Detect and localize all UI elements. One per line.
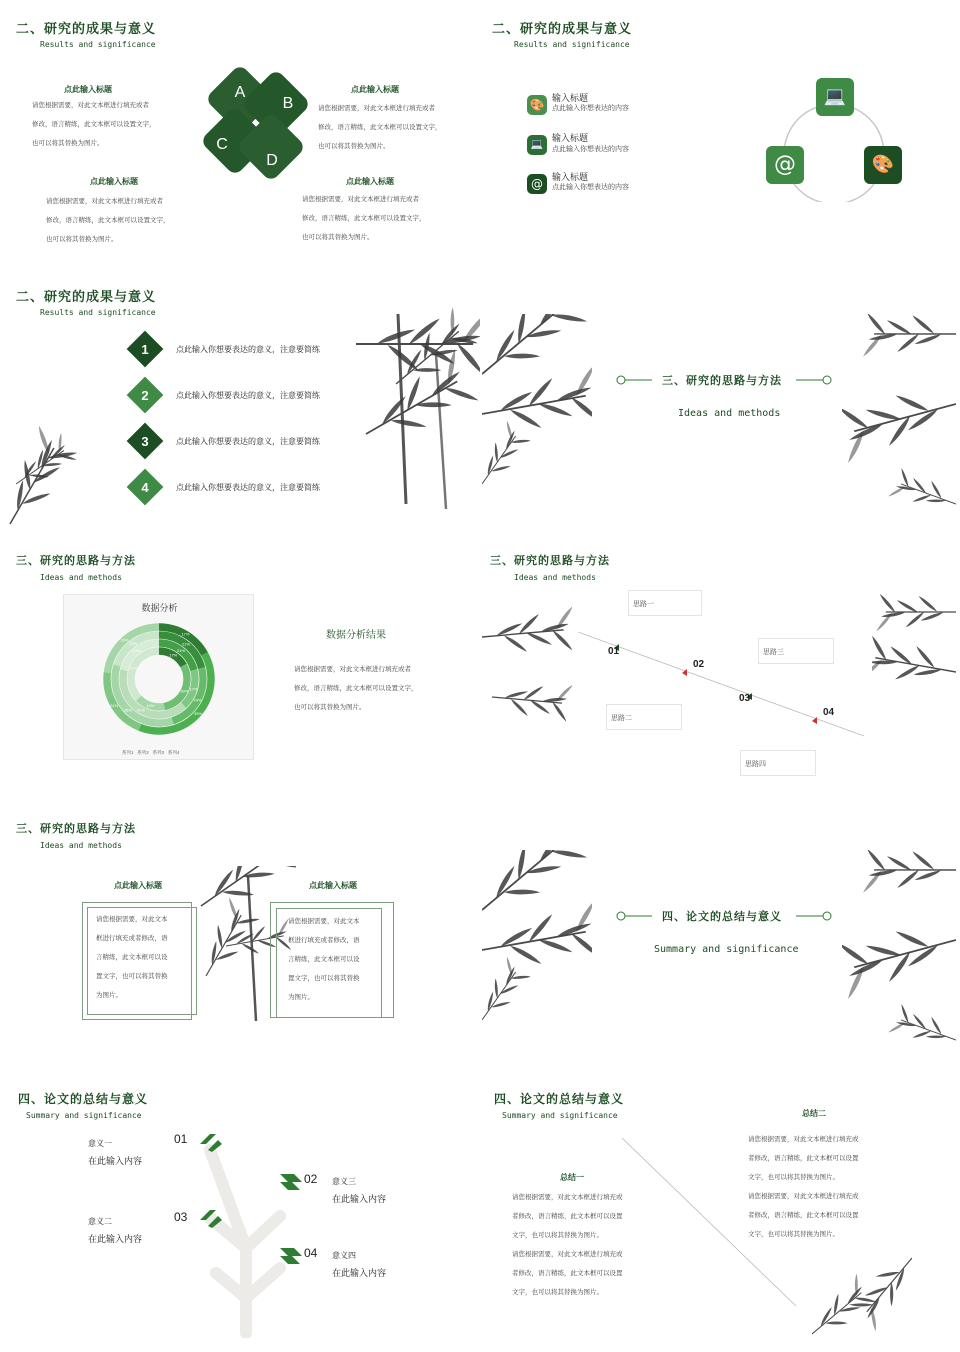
slide-subtitle: Results and significance [40, 308, 156, 317]
card-text: 请您根据需要，对此文本 框进行填充或者修改，语 言精练，此文本框可以设 置文字，也可以将其替换 为图片。 [96, 915, 168, 999]
donut-label: 39% [193, 710, 203, 716]
meaning-number: 01 [174, 1132, 188, 1146]
slide-results-points[interactable] [6, 274, 480, 540]
item-text: 点此输入你想表达的内容 [552, 145, 629, 153]
donut-label: 17% [181, 631, 190, 637]
at-icon: @ [766, 146, 804, 184]
bamboo-illustration [336, 294, 480, 514]
at-icon: @ [527, 174, 547, 194]
slide-subtitle: Results and significance [40, 40, 156, 49]
tree-trunk [196, 1138, 296, 1338]
slide-title: 四、论文的总结与意义 [494, 1092, 625, 1106]
donut-label: 21% [181, 641, 190, 647]
meaning-text: 在此输入内容 [332, 1268, 387, 1278]
donut-label: 16% [146, 703, 155, 709]
legend-item: 系列1 [122, 750, 134, 755]
idea-box: 思路二 [606, 704, 682, 730]
slide-subtitle: Ideas and methods [40, 841, 122, 850]
block-text: 请您根据需要，对此文本框进行填充或者 修改，语言精练，此文本框可以设置文字， 也可以将其替换为图片。 [32, 101, 156, 147]
bamboo-illustration [6, 424, 96, 540]
bamboo-illustration [482, 597, 572, 747]
meaning-title: 意义一 [88, 1139, 112, 1148]
donut-label: 30% [180, 688, 189, 694]
donut-label: 24% [193, 697, 202, 703]
point-number: 4 [141, 480, 149, 495]
block-heading: 点此输入标题 [351, 84, 399, 94]
block-text: 请您根据需要，对此文本框进行填充或者 修改，语言精练，此文本框可以设置文字， 也可以将其替换为图片。 [318, 104, 442, 150]
chart-legend [122, 750, 179, 756]
point-number: 3 [141, 434, 149, 449]
item-title: 输入标题 [552, 93, 589, 103]
donut-label: 21% [110, 702, 119, 708]
slide-ideas-chart[interactable] [6, 542, 480, 808]
slide-ideas-cards[interactable] [6, 810, 480, 1076]
meaning-title: 意义四 [332, 1251, 356, 1260]
point-text: 点此输入你想要表达的意义，注意要简练 [176, 483, 320, 492]
idea-number: 02 [693, 659, 705, 670]
point-text: 点此输入你想要表达的意义，注意要简练 [176, 345, 320, 354]
tile-b-label: B [282, 95, 294, 112]
tile-a-label: A [234, 84, 246, 101]
point-text: 点此输入你想要表达的意义，注意要简练 [176, 437, 320, 446]
meaning-number: 03 [174, 1210, 188, 1224]
meaning-number: 02 [304, 1172, 318, 1186]
idea-box: 思路一 [628, 590, 702, 616]
computer-icon: 💻 [816, 78, 854, 116]
donut-label: 35% [123, 707, 132, 713]
donut-segment [131, 651, 159, 698]
section-subtitle: Summary and significance [654, 944, 799, 955]
chevron-icon [198, 1208, 224, 1230]
bamboo-illustration [842, 314, 956, 540]
result-heading: 数据分析结果 [326, 630, 386, 641]
slide-summary-text[interactable] [482, 1078, 956, 1344]
donut-label: 20% [129, 640, 138, 646]
donut-label: 17% [189, 686, 198, 692]
slide-results-abcd[interactable] [6, 6, 480, 272]
summary-heading: 总结一 [560, 1172, 584, 1182]
block-heading: 点此输入标题 [346, 176, 394, 186]
chevron-icon [278, 1244, 304, 1266]
card-heading: 点此输入标题 [114, 880, 162, 890]
slide-title: 二、研究的成果与意义 [16, 290, 157, 305]
slide-title: 三、研究的思路与方法 [16, 554, 136, 567]
slide-title: 三、研究的思路与方法 [490, 554, 610, 567]
slide-subtitle: Results and significance [514, 40, 630, 49]
palette-icon: 🎨 [527, 95, 547, 115]
item-text: 点此输入你想表达的内容 [552, 104, 629, 112]
computer-icon: 💻 [527, 135, 547, 155]
slide-section-ideas[interactable] [482, 274, 956, 540]
idea-number: 04 [823, 707, 835, 718]
block-text: 请您根据需要，对此文本框进行填充或者 修改，语言精练，此文本框可以设置文字， 也可以将其替换为图片。 [46, 197, 170, 243]
slide-results-icons[interactable] [482, 6, 956, 272]
meaning-number: 04 [304, 1246, 318, 1260]
chart-panel [63, 594, 254, 760]
card-heading: 点此输入标题 [309, 880, 357, 890]
tile-c-label: C [216, 136, 228, 153]
donut-label: 17% [169, 652, 178, 658]
point-number: 1 [141, 342, 149, 357]
block-text: 请您根据需要，对此文本框进行填充或者 修改，语言精练，此文本框可以设置文字， 也可以将其替换为图片。 [302, 195, 426, 241]
slide-subtitle: Summary and significance [502, 1111, 618, 1120]
slide-subtitle: Ideas and methods [514, 573, 596, 582]
tile-d-label: D [266, 152, 278, 169]
summary-heading: 总结二 [802, 1108, 826, 1118]
slide-title: 二、研究的成果与意义 [16, 22, 157, 37]
chevron-icon [198, 1132, 224, 1154]
palette-icon: 🎨 [864, 146, 902, 184]
idea-box: 思路三 [758, 638, 834, 664]
chart-title: 数据分析 [141, 603, 178, 613]
slide-section-summary[interactable] [482, 810, 956, 1076]
chevron-icon [278, 1170, 304, 1192]
donut-chart [99, 619, 219, 739]
idea-box: 思路四 [740, 750, 816, 776]
point-text: 点此输入你想要表达的意义，注意要简练 [176, 391, 320, 400]
meaning-text: 在此输入内容 [88, 1156, 143, 1166]
meaning-title: 意义二 [88, 1217, 112, 1226]
idea-number: 03 [739, 693, 751, 704]
block-heading: 点此输入标题 [90, 176, 138, 186]
legend-item: 系列3 [152, 750, 165, 755]
legend-item: 系列4 [167, 750, 180, 755]
slide-title: 三、研究的思路与方法 [16, 822, 136, 835]
donut-label: 21% [177, 648, 186, 654]
item-title: 输入标题 [552, 133, 589, 143]
meaning-text: 在此输入内容 [332, 1194, 387, 1204]
bamboo-illustration [842, 850, 956, 1076]
block-heading: 点此输入标题 [64, 84, 112, 94]
section-title: 三、研究的思路与方法 [662, 374, 782, 387]
summary-text: 请您根据需要，对此文本框进行填充或 者修改，语言精练，此文本框可以设置 文字，也可以将其替换为图片。 请您根据需要，对此文本框进行填充或 者修改，语言精练，此文本框可以设置 文字，也可以将其替换为图片。 [512, 1193, 623, 1296]
item-text: 点此输入你想表达的内容 [552, 183, 629, 191]
point-number: 2 [141, 388, 149, 403]
slide-subtitle: Ideas and methods [40, 573, 122, 582]
donut-label: 21% [132, 648, 141, 654]
section-title: 四、论文的总结与意义 [662, 910, 782, 923]
slide-summary-tree[interactable] [6, 1078, 480, 1344]
legend-item: 系列2 [137, 750, 149, 755]
bamboo-illustration [812, 1248, 912, 1344]
slide-subtitle: Summary and significance [26, 1111, 142, 1120]
card-text: 请您根据需要，对此文本 框进行填充或者修改，语 言精练，此文本框可以设 置文字，也可以将其替换 为图片。 [288, 917, 360, 1001]
meaning-text: 在此输入内容 [88, 1234, 143, 1244]
section-subtitle: Ideas and methods [678, 408, 781, 419]
idea-number: 01 [608, 646, 620, 657]
bamboo-illustration [872, 592, 956, 732]
summary-text: 请您根据需要，对此文本框进行填充或 者修改，语言精练，此文本框可以设置 文字，也可以将其替换为图片。 请您根据需要，对此文本框进行填充或 者修改，语言精练，此文本框可以设置 文字，也可以将其替换为图片。 [748, 1135, 859, 1238]
slide-ideas-timeline[interactable] [482, 542, 956, 808]
bamboo-illustration [482, 850, 592, 1076]
donut-label: 41% [136, 707, 145, 713]
bamboo-illustration [482, 314, 592, 540]
result-text: 请您根据需要，对此文本框进行填充或者 修改，语言精练，此文本框可以设置文字， 也可以将其替换为图片。 [294, 665, 418, 711]
donut-label: 23% [120, 637, 129, 643]
donut-label: 37% [129, 665, 138, 671]
item-title: 输入标题 [552, 172, 589, 182]
slide-title: 四、论文的总结与意义 [18, 1092, 149, 1106]
slide-title: 二、研究的成果与意义 [492, 22, 633, 37]
meaning-title: 意义三 [332, 1177, 356, 1186]
